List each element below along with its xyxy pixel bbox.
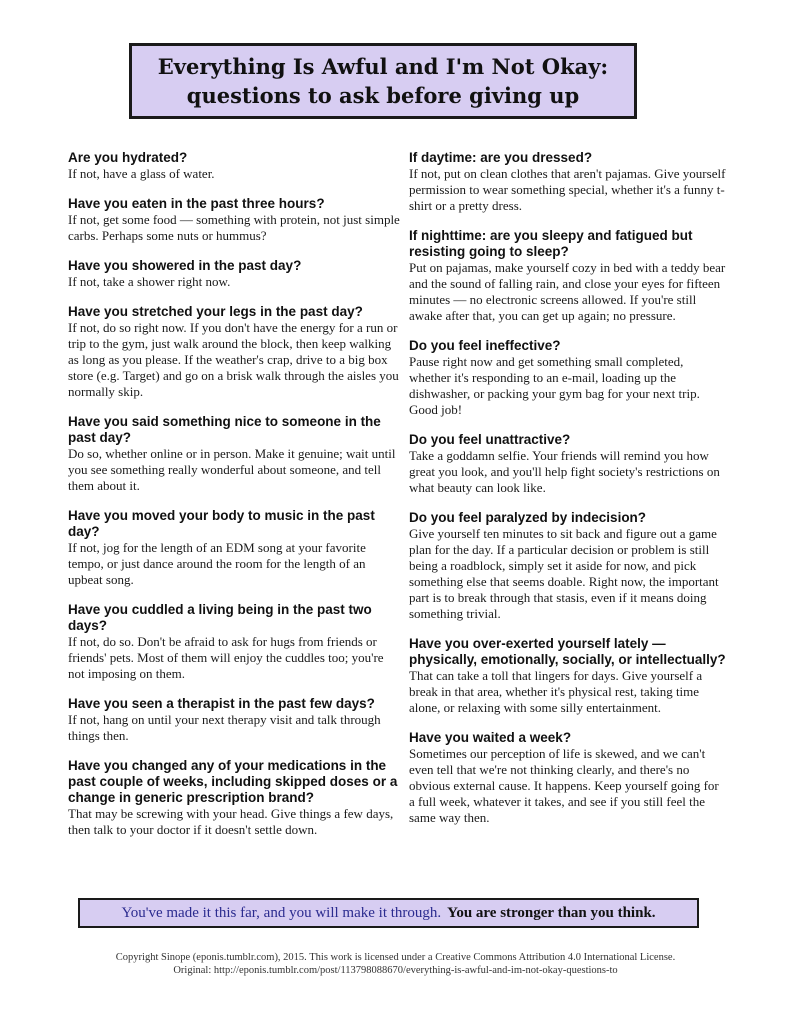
answer-text: Pause right now and get something small completed, whether it's responding to an e-mail, loading up the dishwasher, or packing your gym bag for your next trip. Good job! bbox=[409, 354, 700, 417]
question-block bbox=[409, 338, 727, 418]
answer-text: Give yourself ten minutes to sit back and figure out a game plan for the day. If a particular decision or problem is still being a roadblock, simply set it aside for now, and pick something else that seems doable. Right now, the important part is to break through that stasis, even if it means doing something trivial. bbox=[409, 526, 719, 621]
page-title: Everything Is Awful and I'm Not Okay: bbox=[157, 54, 609, 79]
question-heading: If daytime: are you dressed? bbox=[409, 150, 593, 165]
encouragement-text: You've made it this far, and you will make it through. bbox=[121, 904, 442, 921]
copyright-notice bbox=[40, 951, 751, 977]
encouragement-box bbox=[78, 898, 699, 928]
question-heading: Have you eaten in the past three hours? bbox=[68, 196, 325, 211]
question-heading: Have you said something nice to someone in the past day? bbox=[68, 414, 381, 445]
question-block bbox=[409, 730, 727, 826]
answer-text: Do so, whether online or in person. Make it genuine; wait until you see something really wonderful about someone, and tell them about it. bbox=[68, 446, 396, 493]
answer-text: If not, put on clean clothes that aren't pajamas. Give yourself permission to wear something special, whether it's a funny t-shirt or a pretty dress. bbox=[409, 166, 726, 213]
question-heading: If nighttime: are you sleepy and fatigued but resisting going to sleep? bbox=[409, 228, 693, 259]
left-column bbox=[68, 150, 400, 852]
question-block bbox=[68, 758, 400, 838]
question-heading: Have you moved your body to music in the past day? bbox=[68, 508, 375, 539]
question-heading: Have you waited a week? bbox=[409, 730, 572, 745]
answer-text: If not, do so right now. If you don't have the energy for a run or trip to the gym, just walk around the block, then keep walking as long as you please. If the weather's crap, drive to a big box store (e.g. Target) and go on a brisk walk through the aisles you normally skip. bbox=[68, 320, 399, 399]
answer-text: If not, jog for the length of an EDM song at your favorite tempo, or just dance around the room for the length of an upbeat song. bbox=[68, 540, 366, 587]
answer-text: If not, get some food — something with protein, not just simple carbs. Perhaps some nuts or hummus? bbox=[68, 212, 400, 243]
question-heading: Do you feel paralyzed by indecision? bbox=[409, 510, 647, 525]
answer-text: If not, take a shower right now. bbox=[68, 274, 231, 289]
question-block bbox=[409, 636, 727, 716]
question-heading: Have you changed any of your medications in the past couple of weeks, including skipped doses or a change in generic prescription brand? bbox=[68, 758, 398, 805]
question-block bbox=[409, 510, 727, 622]
question-heading: Are you hydrated? bbox=[68, 150, 188, 165]
answer-text: Put on pajamas, make yourself cozy in bed with a teddy bear and the sound of falling rain, and close your eyes for fifteen minutes — no electronic screens allowed. If you're still awake after that, you can get up again; no pressure. bbox=[409, 260, 726, 323]
question-block bbox=[68, 508, 400, 588]
question-heading: Do you feel ineffective? bbox=[409, 338, 561, 353]
question-block bbox=[409, 228, 727, 324]
title-box bbox=[129, 43, 637, 119]
question-block bbox=[68, 150, 400, 182]
answer-text: Sometimes our perception of life is skewed, and we can't even tell that we're not thinking clearly, and there's no obvious external cause. It happens. Keep yourself going for a full week, whatever it takes, and see if you still feel the same way then. bbox=[409, 746, 719, 825]
question-block bbox=[68, 196, 400, 244]
right-column bbox=[409, 150, 727, 840]
question-block bbox=[68, 414, 400, 494]
original-source-line: Original: http://eponis.tumblr.com/post/113798088670/everything-is-awful-and-im-not-okay-questions-to bbox=[173, 965, 618, 976]
question-heading: Have you seen a therapist in the past few days? bbox=[68, 696, 375, 711]
encouragement-emphasis: You are stronger than you think. bbox=[447, 904, 656, 921]
question-heading: Have you cuddled a living being in the past two days? bbox=[68, 602, 372, 633]
question-heading: Do you feel unattractive? bbox=[409, 432, 571, 447]
answer-text: If not, hang on until your next therapy visit and talk through things then. bbox=[68, 712, 381, 743]
question-block bbox=[68, 304, 400, 400]
question-block bbox=[68, 602, 400, 682]
answer-text: Take a goddamn selfie. Your friends will remind you how great you look, and you'll help fight society's restrictions on what beauty can look like. bbox=[409, 448, 720, 495]
question-heading: Have you over-exerted yourself lately — physically, emotionally, socially, or intellectually? bbox=[409, 636, 726, 667]
question-block bbox=[409, 432, 727, 496]
question-block bbox=[68, 696, 400, 744]
answer-text: If not, do so. Don't be afraid to ask for hugs from friends or friends' pets. Most of them will enjoy the cuddles too; you're not imposing on them. bbox=[68, 634, 384, 681]
question-block bbox=[68, 258, 400, 290]
question-block bbox=[409, 150, 727, 214]
question-heading: Have you showered in the past day? bbox=[68, 258, 302, 273]
page-subtitle: questions to ask before giving up bbox=[186, 83, 580, 108]
answer-text: That can take a toll that lingers for days. Give yourself a break in that area, whether it's physical rest, taking time alone, or relaxing with some silly entertainment. bbox=[409, 668, 703, 715]
answer-text: If not, have a glass of water. bbox=[68, 166, 215, 181]
answer-text: That may be screwing with your head. Give things a few days, then talk to your doctor if it doesn't settle down. bbox=[68, 806, 394, 837]
copyright-line: Copyright Sinope (eponis.tumblr.com), 2015. This work is licensed under a Creative Commons Attribution 4.0 International License. bbox=[115, 952, 676, 963]
question-heading: Have you stretched your legs in the past day? bbox=[68, 304, 363, 319]
